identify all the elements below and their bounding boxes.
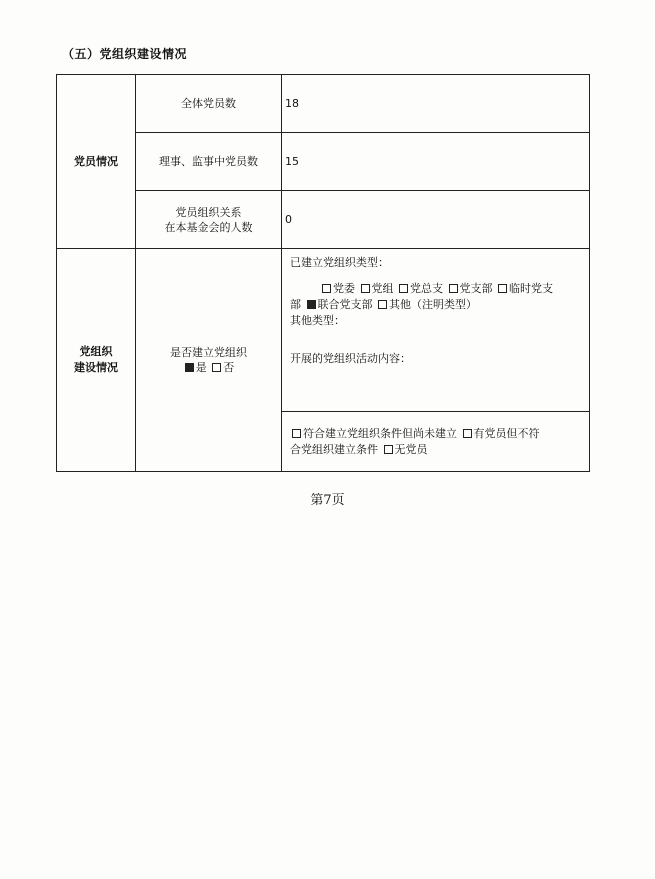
org-category-line1: 党组织 xyxy=(79,345,113,358)
condition-checkbox-not-established[interactable] xyxy=(292,429,301,438)
org-question-cell xyxy=(136,249,282,472)
board-members-label-cell xyxy=(136,133,282,191)
total-members-value: 18 xyxy=(285,97,299,110)
types-line-2 xyxy=(290,297,583,313)
other-types-label: 其他类型： xyxy=(290,314,345,327)
condition-checkbox-members-not-qualified[interactable] xyxy=(463,429,472,438)
condition-label-not-established: 符合建立党组织条件但尚未建立 xyxy=(303,426,457,440)
condition-label-no-members: 无党员 xyxy=(394,442,428,456)
no-checkbox[interactable] xyxy=(212,363,221,372)
condition-checkbox-no-members[interactable] xyxy=(384,445,393,454)
board-members-label: 理事、监事中党员数 xyxy=(159,155,258,168)
activities-label: 开展的党组织活动内容： xyxy=(290,352,411,365)
members-category-label: 党员情况 xyxy=(74,154,118,168)
relation-members-value-cell[interactable] xyxy=(282,191,590,249)
relation-members-label-line1: 党员组织关系 xyxy=(175,205,242,219)
no-label: 否 xyxy=(223,361,235,374)
party-organization-table xyxy=(56,74,590,472)
total-members-label-cell xyxy=(136,75,282,133)
total-members-value-cell[interactable] xyxy=(282,75,590,133)
types-title: 已建立党组织类型： xyxy=(290,256,389,269)
condition-label-members-not-qualified: 有党员但不符 xyxy=(473,426,540,440)
type-label-temporary-branch-cont: 部 xyxy=(290,298,301,311)
total-members-label: 全体党员数 xyxy=(181,97,236,110)
type-checkbox-committee[interactable] xyxy=(322,284,331,293)
type-checkbox-joint-branch[interactable] xyxy=(307,300,316,309)
org-types-cell xyxy=(282,249,590,412)
page-number: 第7页 xyxy=(310,493,345,508)
board-members-value: 15 xyxy=(285,155,299,168)
type-label-committee: 党委 xyxy=(333,282,355,295)
type-checkbox-branch[interactable] xyxy=(449,284,458,293)
yes-label: 是 xyxy=(195,361,207,374)
relation-members-label-cell xyxy=(136,191,282,249)
type-label-temporary-branch: 临时党支 xyxy=(509,282,553,295)
conditions-cell xyxy=(282,412,590,472)
yes-checkbox[interactable] xyxy=(185,363,194,372)
types-line-1 xyxy=(290,281,583,297)
type-label-joint-branch: 联合党支部 xyxy=(317,298,373,311)
relation-members-value: 0 xyxy=(285,213,292,226)
type-label-general-branch: 党总支 xyxy=(410,282,443,295)
org-category-line2: 建设情况 xyxy=(74,361,118,374)
condition-label-members-not-qualified-cont: 合党组织建立条件 xyxy=(290,442,378,456)
org-category-cell xyxy=(57,249,136,472)
type-checkbox-other[interactable] xyxy=(378,300,387,309)
type-checkbox-general-branch[interactable] xyxy=(399,284,408,293)
type-label-other: 其他（注明类型） xyxy=(389,298,477,311)
relation-members-label-line2: 在本基金会的人数 xyxy=(164,220,253,234)
type-checkbox-group[interactable] xyxy=(361,284,370,293)
board-members-value-cell[interactable] xyxy=(282,133,590,191)
type-label-group: 党组 xyxy=(371,282,394,295)
members-category-cell xyxy=(57,75,136,249)
type-checkbox-temporary-branch[interactable] xyxy=(498,284,507,293)
section-title: （五）党组织建设情况 xyxy=(62,47,188,61)
type-label-branch: 党支部 xyxy=(459,282,493,295)
org-question-label: 是否建立党组织 xyxy=(170,346,247,359)
